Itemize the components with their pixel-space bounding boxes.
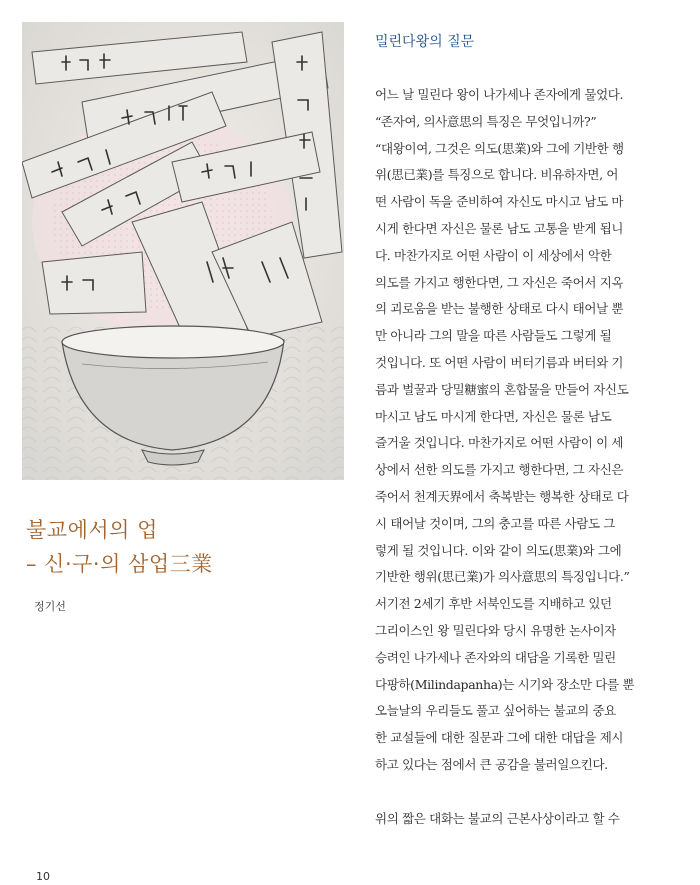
text-line: 의 괴로움을 받는 불행한 상태로 다시 태어날 뿐 — [375, 301, 624, 317]
text-line: 위의 짧은 대화는 불교의 근본사상이라고 할 수 — [375, 810, 620, 826]
text-line: 서기전 2세기 후반 서북인도를 지배하고 있던 — [375, 596, 612, 612]
article-title — [26, 513, 346, 581]
text-line: 름과 벌꿀과 당밀糖蜜의 혼합물을 만들어 자신도 — [375, 381, 629, 397]
text-line: 기반한 행위(思已業)가 의사意思의 특징입니다.” — [375, 569, 630, 585]
illustration-svg — [22, 22, 344, 480]
text-line: 마시고 남도 마시게 한다면, 자신은 물론 남도 — [375, 408, 612, 424]
text-line: 다. 마찬가지로 어떤 사람이 이 세상에서 악한 — [375, 247, 612, 263]
text-line: 한 교설들에 대한 질문과 그에 대한 대답을 제시 — [375, 730, 624, 746]
text-line: 그리이스인 왕 밀린다와 당시 유명한 논사이자 — [375, 622, 616, 638]
text-line: 만 아니라 그의 말을 따른 사람들도 그렇게 될 — [375, 328, 612, 344]
paper-strip — [42, 252, 146, 314]
text-line: “대왕이여, 그것은 의도(思業)와 그에 기반한 행 — [375, 140, 624, 156]
text-line: 죽어서 천계天界에서 축복받는 행복한 상태로 다 — [375, 488, 629, 504]
author-name: 정기선 — [34, 600, 66, 613]
text-line: 시게 한다면 자신은 물론 남도 고통을 받게 됩니 — [375, 220, 624, 236]
text-line: 상에서 선한 의도를 가지고 행한다면, 그 자신은 — [375, 462, 624, 478]
text-line: 하고 있다는 점에서 큰 공감을 불러일으킨다. — [375, 756, 608, 772]
section-title: 밀린다왕의 질문 — [375, 34, 475, 50]
paragraph-gap — [375, 779, 667, 806]
text-line: “존자여, 의사意思의 특징은 무엇입니까?” — [375, 113, 597, 129]
article-title-line-2: – 신·구·의 삼업三業 — [26, 552, 213, 576]
text-line: 오늘날의 우리들도 풀고 싶어하는 불교의 중요 — [375, 703, 616, 719]
text-line: 의도를 가지고 행한다면, 그 자신은 죽어서 지옥 — [375, 274, 624, 290]
text-line: 다팡하(Milindapanha)는 시기와 장소만 다를 뿐 — [375, 676, 635, 692]
bowl-rim — [62, 326, 284, 358]
body-text — [375, 82, 667, 832]
text-line: 승려인 나가세나 존자와의 대담을 기록한 밀린 — [375, 649, 616, 665]
page-number: 10 — [36, 870, 50, 883]
text-line: 것입니다. 또 어떤 사람이 버터기름과 버터와 기 — [375, 354, 624, 370]
text-line: 시 태어날 것이며, 그의 충고를 따른 사람도 그 — [375, 515, 616, 531]
text-line: 즐거울 것입니다. 마찬가지로 어떤 사람이 이 세 — [375, 435, 624, 451]
text-line: 렇게 될 것입니다. 이와 같이 의도(思業)와 그에 — [375, 542, 622, 558]
article-title-line-1: 불교에서의 업 — [26, 518, 158, 542]
illustration-bowl-paper-strips — [22, 22, 344, 480]
text-line: 떤 사람이 독을 준비하여 자신도 마시고 남도 마 — [375, 194, 624, 210]
text-line: 어느 날 밀린다 왕이 나가세나 존자에게 물었다. — [375, 87, 624, 102]
text-line: 위(思已業)를 특징으로 합니다. 비유하자면, 어 — [375, 167, 619, 183]
